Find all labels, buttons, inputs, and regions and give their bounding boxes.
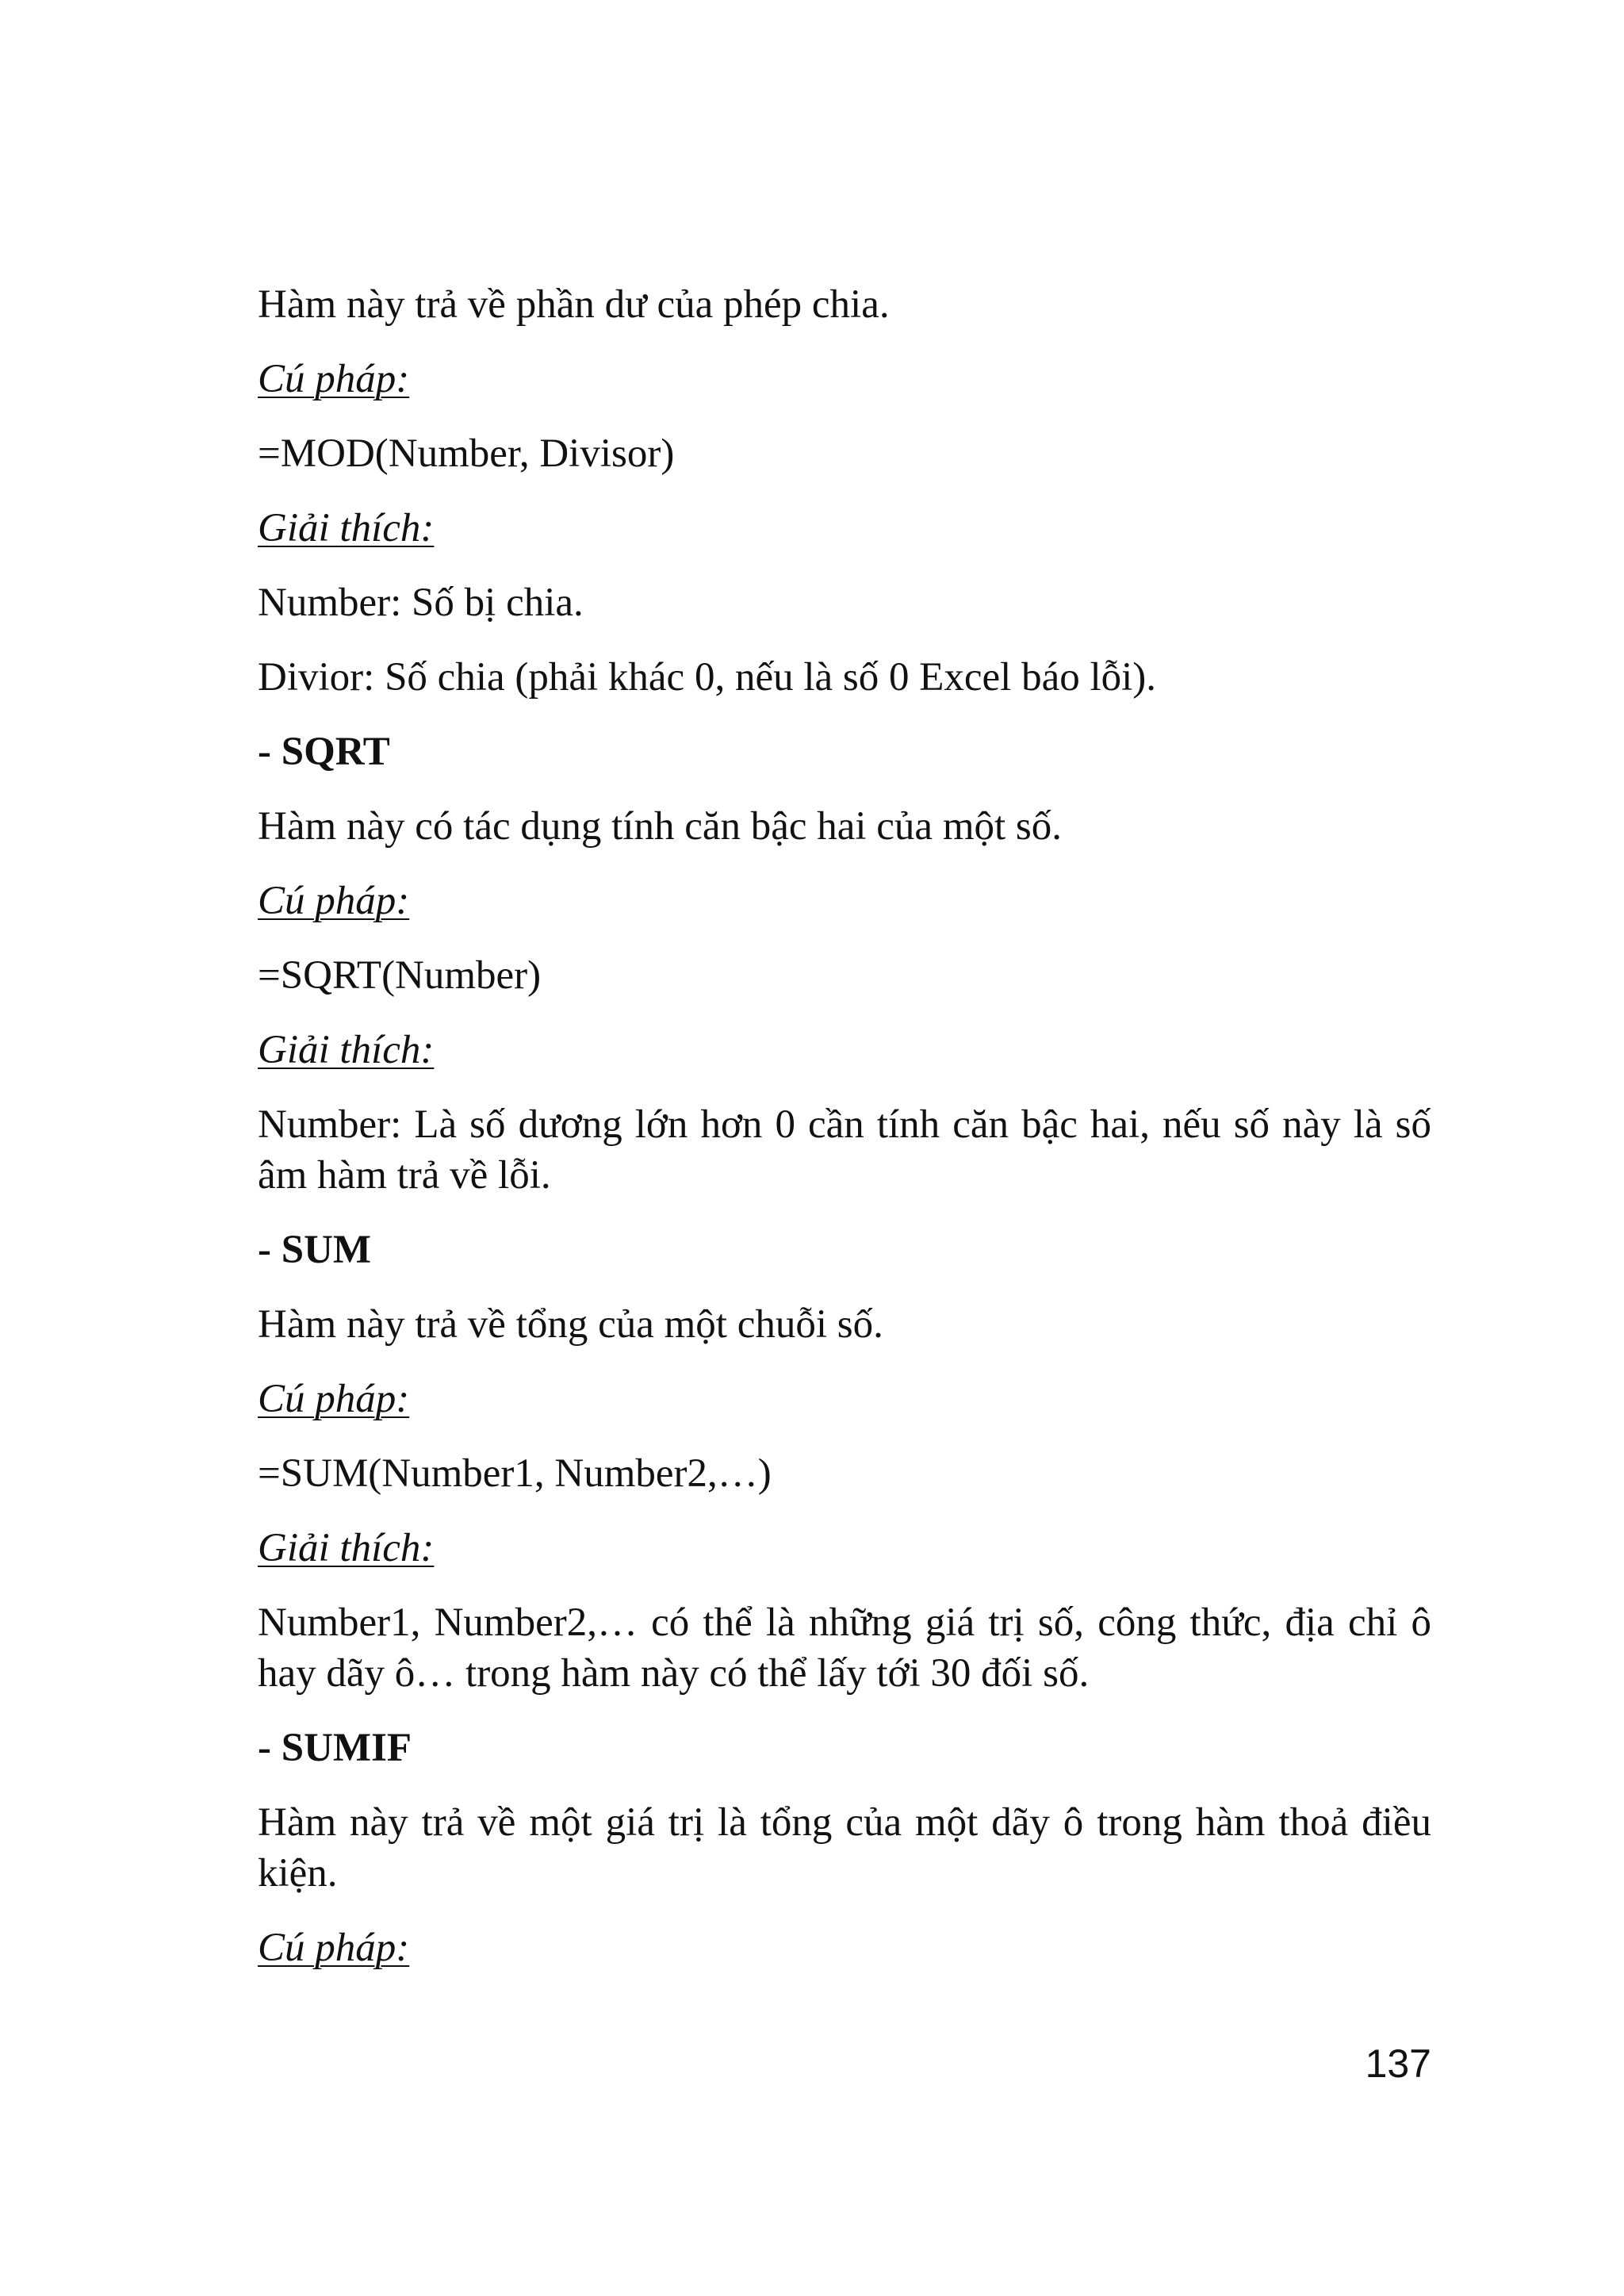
mod-syntax: =MOD(Number, Divisor) [258, 431, 675, 476]
mod-number-explanation: Number: Số bị chia. [258, 581, 584, 625]
page-body [258, 279, 1431, 1997]
explanation-label: Giải thích: [258, 1028, 435, 1072]
paragraph-mod-description: Hàm này trả về phần dư của phép chia. [258, 282, 890, 327]
explanation-label: Giải thích: [258, 506, 435, 550]
syntax-label: Cú pháp: [258, 357, 410, 401]
paragraph-sqrt-description: Hàm này có tác dụng tính căn bậc hai của một số. [258, 804, 1062, 849]
syntax-label: Cú pháp: [258, 879, 410, 923]
paragraph-sum-description: Hàm này trả về tổng của một chuỗi số. [258, 1302, 883, 1347]
sum-syntax: =SUM(Number1, Number2,…) [258, 1451, 772, 1496]
paragraph-sumif-description: Hàm này trả về một giá trị là tổng của một dãy ô trong hàm thoả điều kiện. [258, 1800, 1431, 1895]
syntax-label: Cú pháp: [258, 1926, 410, 1970]
explanation-label: Giải thích: [258, 1526, 435, 1570]
page-number: 137 [1365, 2041, 1431, 2086]
mod-divisor-explanation: Divior: Số chia (phải khác 0, nếu là số 0 Excel báo lỗi). [258, 655, 1157, 700]
heading-sqrt: - SQRT [258, 730, 390, 774]
sqrt-syntax: =SQRT(Number) [258, 953, 542, 998]
sqrt-number-explanation: Number: Là số dương lớn hơn 0 cần tính căn bậc hai, nếu số này là số âm hàm trả về lỗi. [258, 1102, 1431, 1198]
heading-sumif: - SUMIF [258, 1726, 412, 1770]
sum-arguments-explanation: Number1, Number2,… có thể là những giá trị số, công thức, địa chỉ ô hay dãy ô… trong hàm này có thể lấy tới 30 đối số. [258, 1600, 1431, 1696]
heading-sum: - SUM [258, 1228, 372, 1272]
syntax-label: Cú pháp: [258, 1377, 410, 1421]
